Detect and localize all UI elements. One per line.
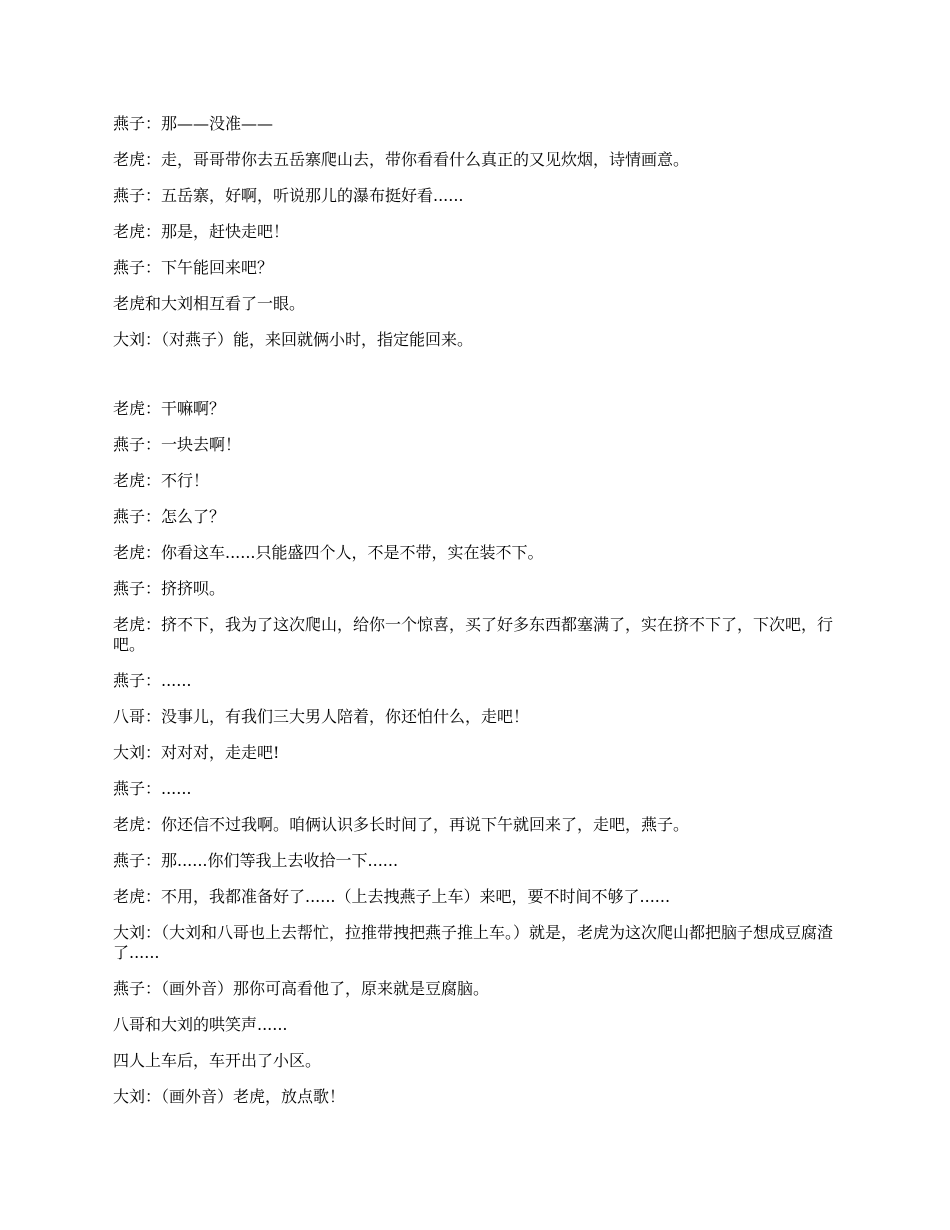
dialogue-line: 老虎：挤不下，我为了这次爬山，给你一个惊喜，买了好多东西都塞满了，实在挤不下了，下次吧，行吧。 [113,615,834,654]
dialogue-line: 老虎：干嘛啊？ [113,399,226,418]
dialogue-line: 燕子：挤挤呗。 [113,579,226,598]
dialogue-line: 燕子：...... [113,671,192,690]
stage-direction: 八哥和大刘的哄笑声...... [113,1015,288,1034]
dialogue-line: 燕子：怎么了？ [113,507,226,526]
dialogue-line: 老虎：你看这车......只能盛四个人，不是不带，实在装不下。 [113,543,544,562]
dialogue-line: 燕子：那......你们等我上去收拾一下...... [113,851,399,870]
dialogue-section-2 [113,399,843,1123]
dialogue-line: 燕子：那——没准—— [113,114,274,133]
dialogue-line: 大刘：（对燕子）能，来回就俩小时，指定能回来。 [113,330,474,349]
dialogue-section-1 [113,114,843,366]
dialogue-line: 老虎：你还信不过我啊。咱俩认识多长时间了，再说下午就回来了，走吧，燕子。 [113,815,690,834]
dialogue-line: 大刘：对对对，走走吧! [113,743,280,762]
dialogue-line: 老虎：不用，我都准备好了......（上去拽燕子上车）来吧，要不时间不够了...... [113,887,671,906]
dialogue-line: 燕子：五岳寨，好啊，听说那儿的瀑布挺好看...... [113,186,464,205]
dialogue-line: 燕子：（画外音）那你可高看他了，原来就是豆腐脑。 [113,979,490,998]
dialogue-line: 老虎：那是，赶快走吧！ [113,222,290,241]
dialogue-line: 燕子：一块去啊！ [113,435,242,454]
dialogue-line: 八哥：没事儿，有我们三大男人陪着，你还怕什么，走吧！ [113,707,530,726]
dialogue-line: 燕子：下午能回来吧？ [113,258,274,277]
stage-direction: 老虎和大刘相互看了一眼。 [113,294,306,313]
dialogue-line: 老虎：走，哥哥带你去五岳寨爬山去，带你看看什么真正的又见炊烟，诗情画意。 [113,150,690,169]
dialogue-line: 大刘：（画外音）老虎，放点歌！ [113,1087,346,1106]
dialogue-line: 燕子：...... [113,779,192,798]
stage-direction: 四人上车后，车开出了小区。 [113,1051,322,1070]
dialogue-line: 大刘：（大刘和八哥也上去帮忙，拉推带拽把燕子推上车。）就是，老虎为这次爬山都把脑子想成豆腐渣了...... [113,923,834,962]
dialogue-line: 老虎：不行！ [113,471,210,490]
